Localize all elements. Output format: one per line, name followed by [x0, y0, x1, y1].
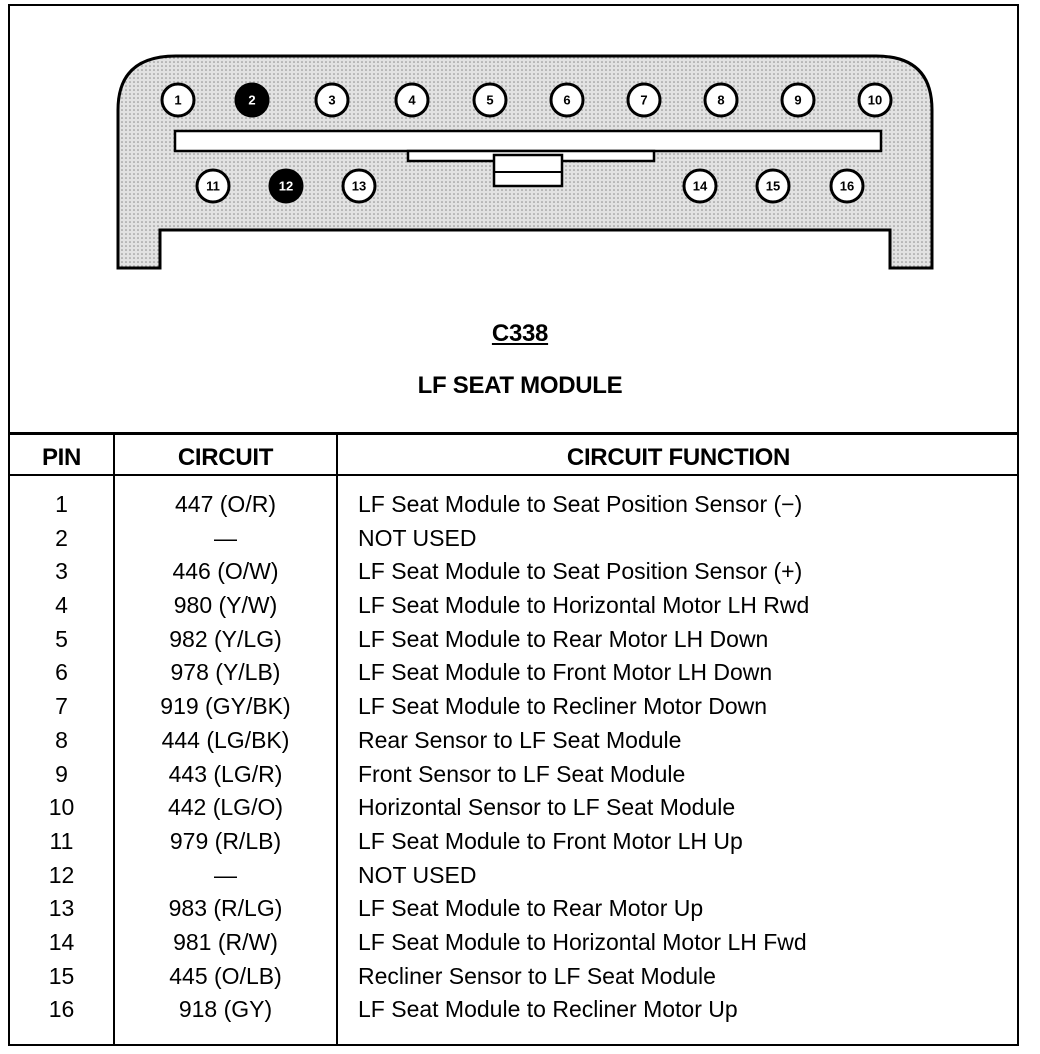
table-row: [0, 724, 1040, 758]
table-row: [0, 993, 1040, 1027]
circuit-function: LF Seat Module to Recliner Motor Up: [358, 996, 738, 1023]
pin-number: 7: [55, 693, 68, 720]
circuit-function: Front Sensor to LF Seat Module: [358, 760, 686, 787]
header-pin: PIN: [41, 444, 82, 471]
circuit-function: Recliner Sensor to LF Seat Module: [358, 962, 716, 989]
circuit-code: 978 (Y/LB): [170, 659, 281, 686]
table-row: [0, 960, 1040, 994]
circuit-function: NOT USED: [358, 524, 477, 551]
header-circuit-function: CIRCUIT FUNCTION: [566, 444, 791, 471]
pinout-table: [0, 488, 1040, 1027]
circuit-code: 444 (LG/BK): [161, 726, 290, 753]
table-row: [0, 859, 1040, 893]
pin-number: 9: [55, 760, 68, 787]
connector-face-diagram: [0, 0, 1040, 300]
table-row: [0, 555, 1040, 589]
circuit-code: 983 (R/LG): [168, 895, 283, 922]
pin-label-7: 7: [640, 92, 648, 108]
table-row: [0, 589, 1040, 623]
pin-number: 8: [55, 726, 68, 753]
pin-label-13: 13: [351, 178, 367, 194]
circuit-code: 443 (LG/R): [168, 760, 283, 787]
circuit-code: 981 (R/W): [173, 928, 278, 955]
circuit-function: Rear Sensor to LF Seat Module: [358, 726, 682, 753]
center-key-block: [494, 155, 562, 186]
pin-number: 14: [48, 928, 75, 955]
table-row: [0, 656, 1040, 690]
table-top-rule: [8, 432, 1019, 435]
circuit-function: LF Seat Module to Recliner Motor Down: [358, 693, 768, 720]
circuit-function: Horizontal Sensor to LF Seat Module: [358, 794, 736, 821]
pin-label-9: 9: [794, 92, 802, 108]
circuit-function: LF Seat Module to Rear Motor Up: [358, 895, 704, 922]
circuit-code: —: [214, 861, 237, 888]
circuit-code: 979 (R/LB): [169, 827, 282, 854]
pin-label-15: 15: [765, 178, 781, 194]
pin-label-8: 8: [717, 92, 725, 108]
connector-name: LF SEAT MODULE: [417, 372, 623, 399]
table-row: [0, 758, 1040, 792]
pin-number: 15: [48, 962, 75, 989]
pin-number: 4: [55, 592, 68, 619]
header-circuit: CIRCUIT: [177, 444, 274, 471]
table-row: [0, 623, 1040, 657]
pin-label-14: 14: [692, 178, 708, 194]
pin-number: 3: [55, 558, 68, 585]
circuit-code: 446 (O/W): [172, 558, 279, 585]
circuit-code: 447 (O/R): [175, 491, 276, 517]
pin-label-6: 6: [563, 92, 571, 108]
pin-label-2: 2: [248, 92, 256, 108]
pin-label-16: 16: [839, 178, 855, 194]
circuit-function: LF Seat Module to Front Motor LH Up: [358, 827, 743, 854]
pin-label-10: 10: [867, 92, 883, 108]
pin-label-4: 4: [408, 92, 416, 108]
pin-label-3: 3: [328, 92, 336, 108]
circuit-function: LF Seat Module to Seat Position Sensor (+): [358, 558, 803, 585]
pin-number: 1: [55, 491, 68, 517]
pin-number: 6: [55, 659, 68, 686]
circuit-code: 442 (LG/O): [167, 794, 284, 821]
circuit-code: —: [214, 524, 237, 551]
pin-number: 13: [48, 895, 75, 922]
table-row: [0, 791, 1040, 825]
circuit-code: 919 (GY/BK): [160, 693, 291, 720]
circuit-function: LF Seat Module to Front Motor LH Down: [358, 659, 773, 686]
pin-number: 5: [55, 625, 68, 652]
table-row: [0, 892, 1040, 926]
pin-number: 10: [48, 794, 75, 821]
circuit-function: LF Seat Module to Seat Position Sensor (−): [358, 491, 803, 517]
circuit-function: LF Seat Module to Rear Motor LH Down: [358, 625, 769, 652]
pin-label-11: 11: [206, 178, 220, 194]
circuit-code: 982 (Y/LG): [169, 625, 282, 652]
locking-rib: [175, 131, 881, 151]
pin-number: 12: [48, 861, 75, 888]
connector-code: C338: [491, 320, 549, 347]
table-row: [0, 690, 1040, 724]
circuit-function: LF Seat Module to Horizontal Motor LH Fwd: [358, 928, 807, 955]
pin-number: 16: [48, 996, 75, 1023]
pin-label-5: 5: [486, 92, 494, 108]
table-row: [0, 488, 1040, 522]
pin-number: 11: [49, 827, 74, 854]
pin-number: 2: [55, 524, 68, 551]
header-underline: [8, 474, 1019, 476]
table-row: [0, 926, 1040, 960]
pin-label-12: 12: [278, 178, 294, 194]
pin-label-1: 1: [174, 92, 182, 108]
table-row: [0, 522, 1040, 556]
circuit-function: LF Seat Module to Horizontal Motor LH Rwd: [358, 592, 810, 619]
circuit-function: NOT USED: [358, 861, 477, 888]
circuit-code: 918 (GY): [178, 996, 273, 1023]
table-row: [0, 825, 1040, 859]
circuit-code: 980 (Y/W): [173, 592, 278, 619]
circuit-code: 445 (O/LB): [169, 962, 282, 989]
